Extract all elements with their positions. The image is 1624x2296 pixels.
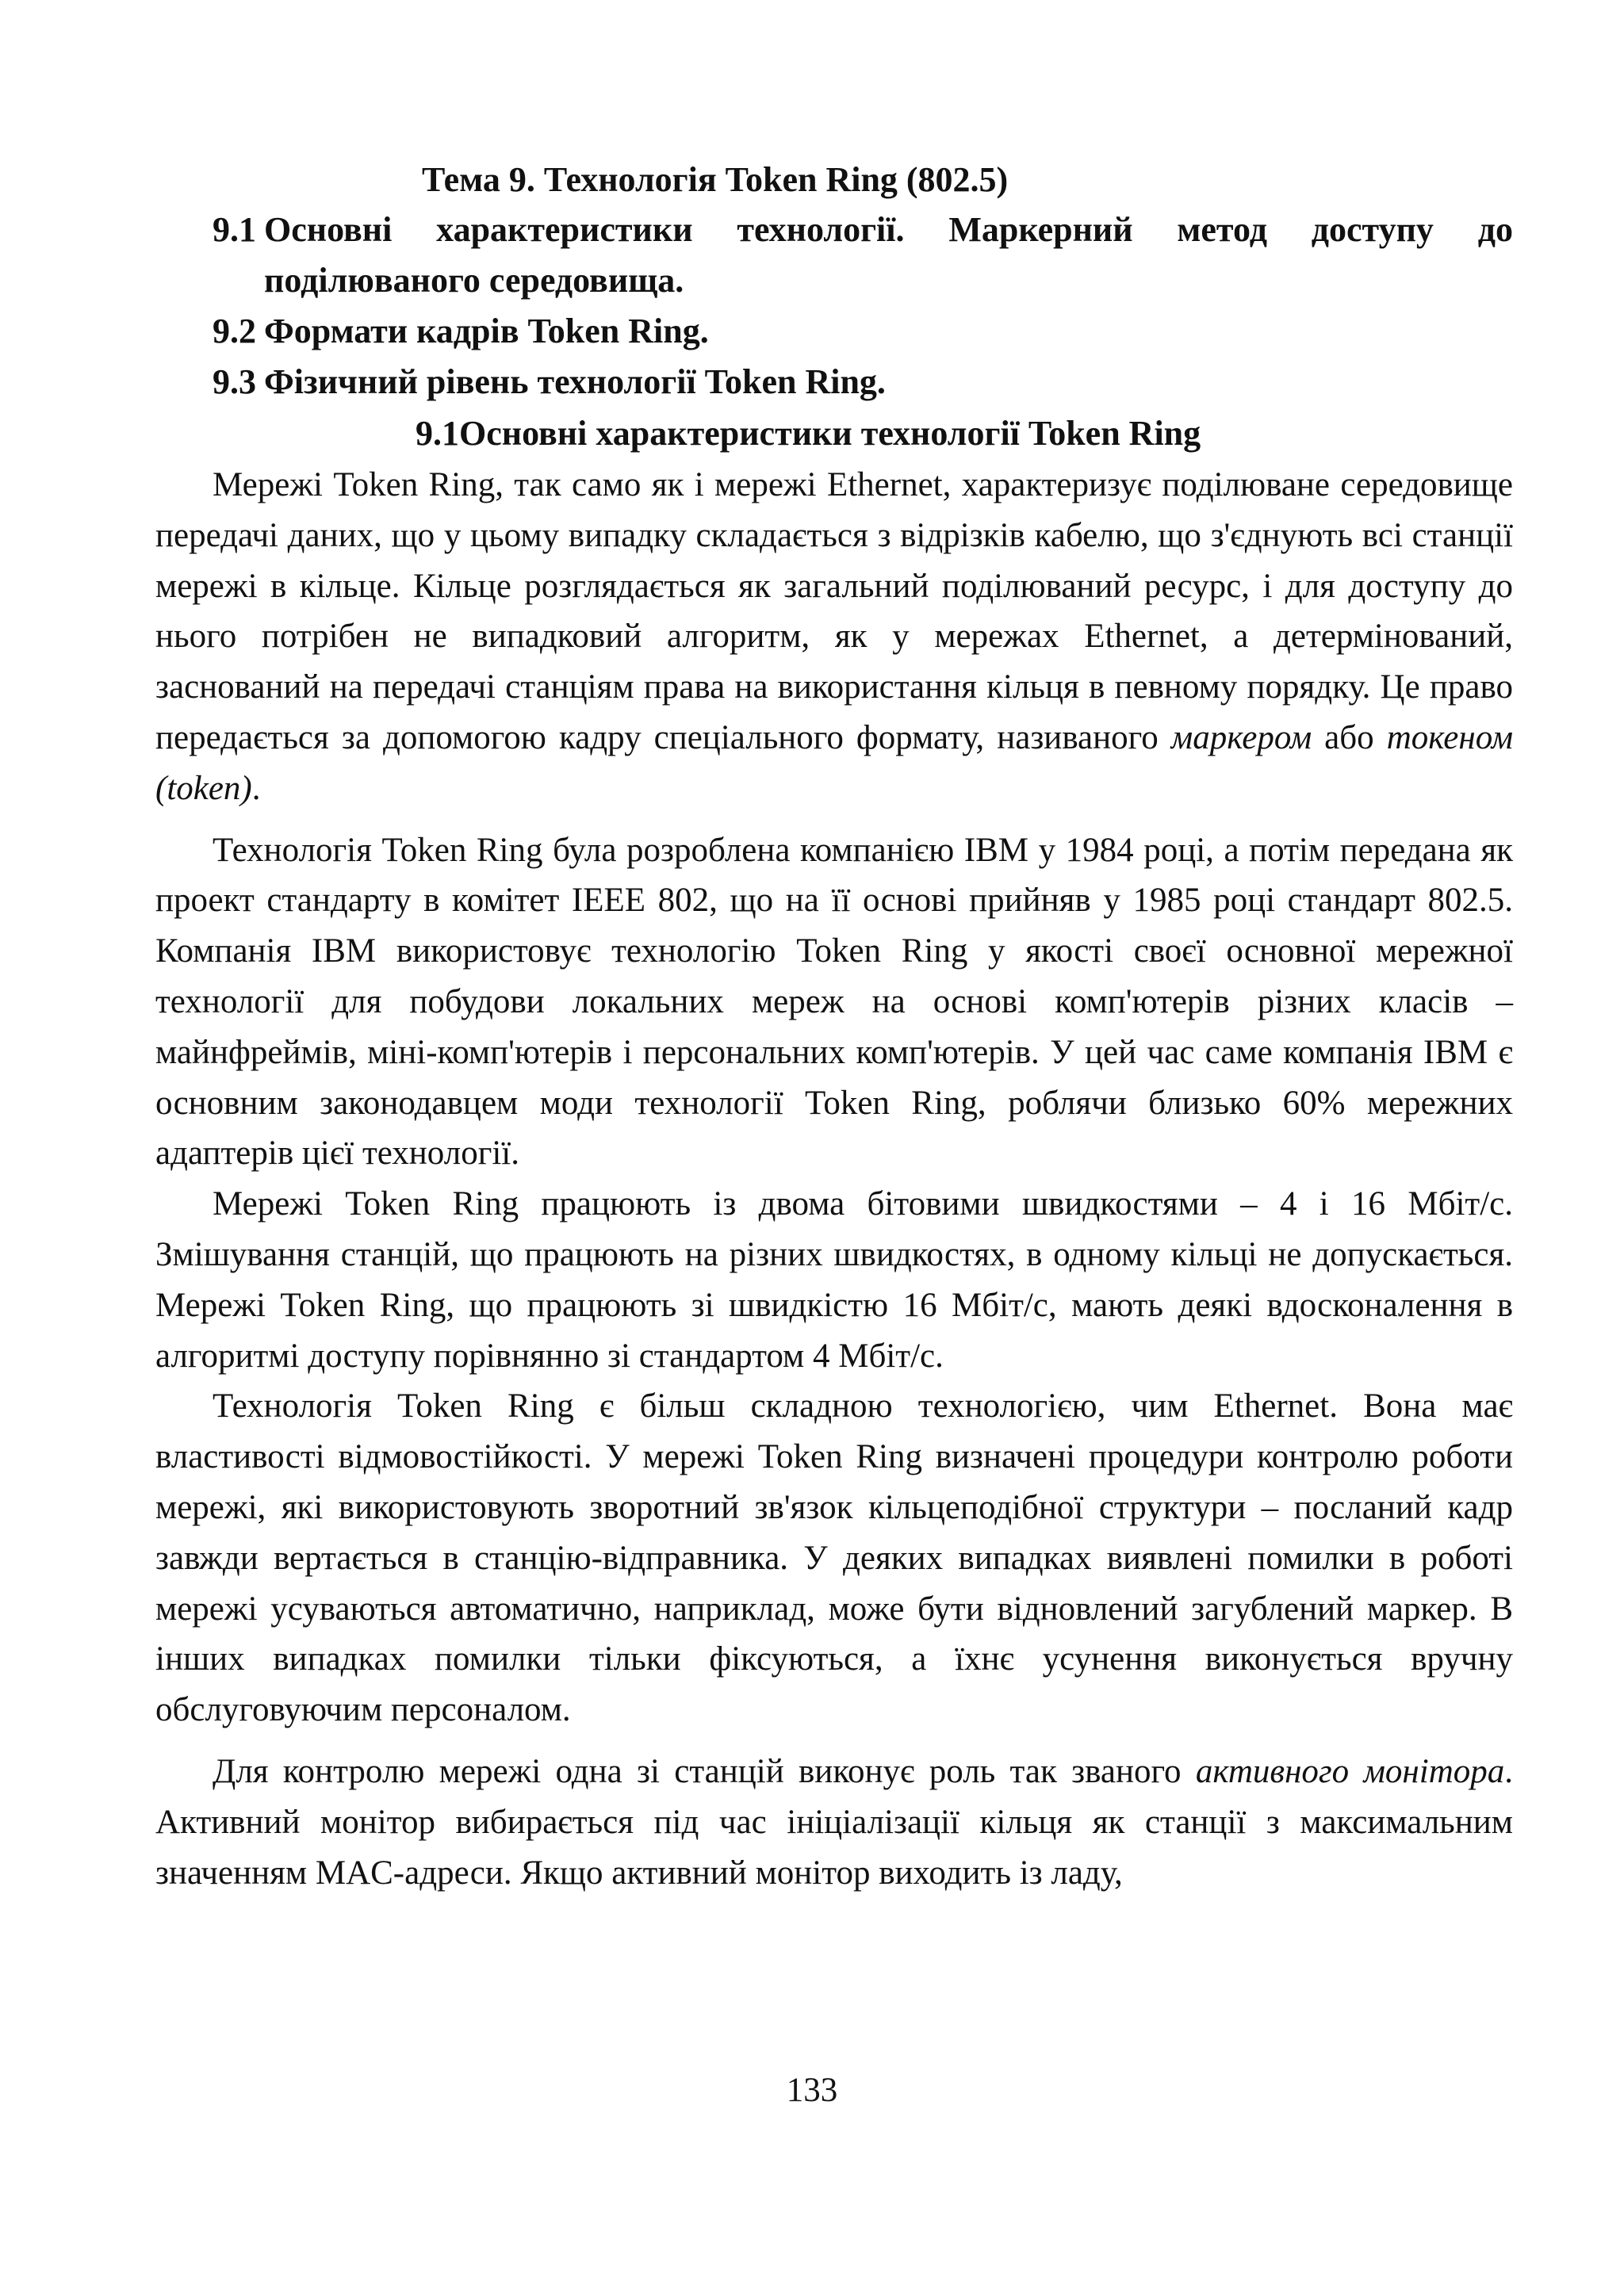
paragraph-active-monitor [155, 1747, 1513, 1898]
paragraph-text: або [1312, 718, 1387, 756]
paragraph-text: Мережі Token Ring, так само як і мережі Ethernet, характеризує поділюване середовище передачі даних, що у цьому випадку складається з відрізків кабелю, що з'єднують всі станції мережі в кільце. Кільце розглядається як загальний поділюваний ресурс, і для доступу до нього потрібен не випадковий алгоритм, як у мережах Ethernet, а детермінований, заснований на передачі станціям права на використання кільця в певному порядку. Це право передається за допомогою кадру спеціального формату, називаного [155, 466, 1513, 756]
term-active-monitor: активного монітора [1195, 1752, 1505, 1790]
topic-title: Тема 9. Технологія Token Ring (802.5) [422, 160, 1009, 199]
paragraph-ibm-history: Технологія Token Ring була розроблена компанією IBM у 1984 році, а потім передана як проект стандарту в комітет IEEE 802, що на її основі прийняв у 1985 році стандарт 802.5. Компанія IBM використовує технологію Token Ring у якості своєї основної мережної технології для побудови локальних мереж на основі комп'ютерів різних класів – майнфреймів, міні-комп'ютерів і персональних комп'ютерів. У цей час саме компанія IBM є основним законодавцем моди технології Token Ring, роблячи близько 60% мережних адаптерів цієї технології. [155, 831, 1513, 1173]
paragraph-text: . Активний монітор вибирається під час ініціалізації кільця як станції з максимальним значенням MAC-адреси. Якщо активний монітор виходить із ладу, [155, 1752, 1513, 1892]
outline-item [213, 357, 1513, 408]
term-marker: маркером [1170, 718, 1312, 756]
paragraph-bit-rates: Мережі Token Ring працюють із двома бітовими швидкостями – 4 і 16 Мбіт/с. Змішування станцій, що працюють на різних швидкостях, в одному кільці не допускається. Мережі Token Ring, що працюють зі швидкістю 16 Мбіт/с, мають деякі вдосконалення в алгоритмі доступу порівнянно зі стандартом 4 Мбіт/с. [155, 1185, 1513, 1375]
outline-item-text: Формати кадрів Token Ring. [264, 312, 709, 350]
paragraph-text: . [251, 769, 261, 807]
outline-item-text: Фізичний рівень технології Token Ring. [264, 362, 886, 401]
paragraph-token-ring-intro [155, 460, 1513, 814]
topic-outline [155, 205, 1513, 408]
outline-item [213, 306, 1513, 357]
page-number: 133 [786, 2072, 838, 2109]
outline-item [213, 205, 1513, 306]
term-token: токеном (token) [155, 718, 1514, 807]
outline-item-number: 9.2 [213, 312, 256, 350]
section-heading: 9.1Основні характеристики технології Token Ring [416, 414, 1201, 453]
paragraph-text: Для контролю мережі одна зі станцій виконує роль так званого [213, 1752, 1196, 1790]
document-page [155, 155, 1513, 1898]
outline-item-number: 9.3 [213, 362, 256, 401]
outline-item-text: Основні характеристики технології. Маркерний метод доступу до поділюваного середовища. [264, 210, 1513, 300]
outline-item-number: 9.1 [213, 210, 256, 249]
paragraph-fault-tolerance: Технологія Token Ring є більш складною технологією, чим Ethernet. Вона має властивості відмовостійкості. У мережі Token Ring визначені процедури контролю роботи мережі, які використовують зворотний зв'язок кільцеподібної структури – посланий кадр завжди вертається в станцію-відправника. У деяких випадках виявлені помилки в роботі мережі усуваються автоматично, наприклад, може бути відновлений загублений маркер. В інших випадках помилки тільки фіксуються, а їхнє усунення виконується вручну обслуговуючим персоналом. [155, 1387, 1513, 1729]
